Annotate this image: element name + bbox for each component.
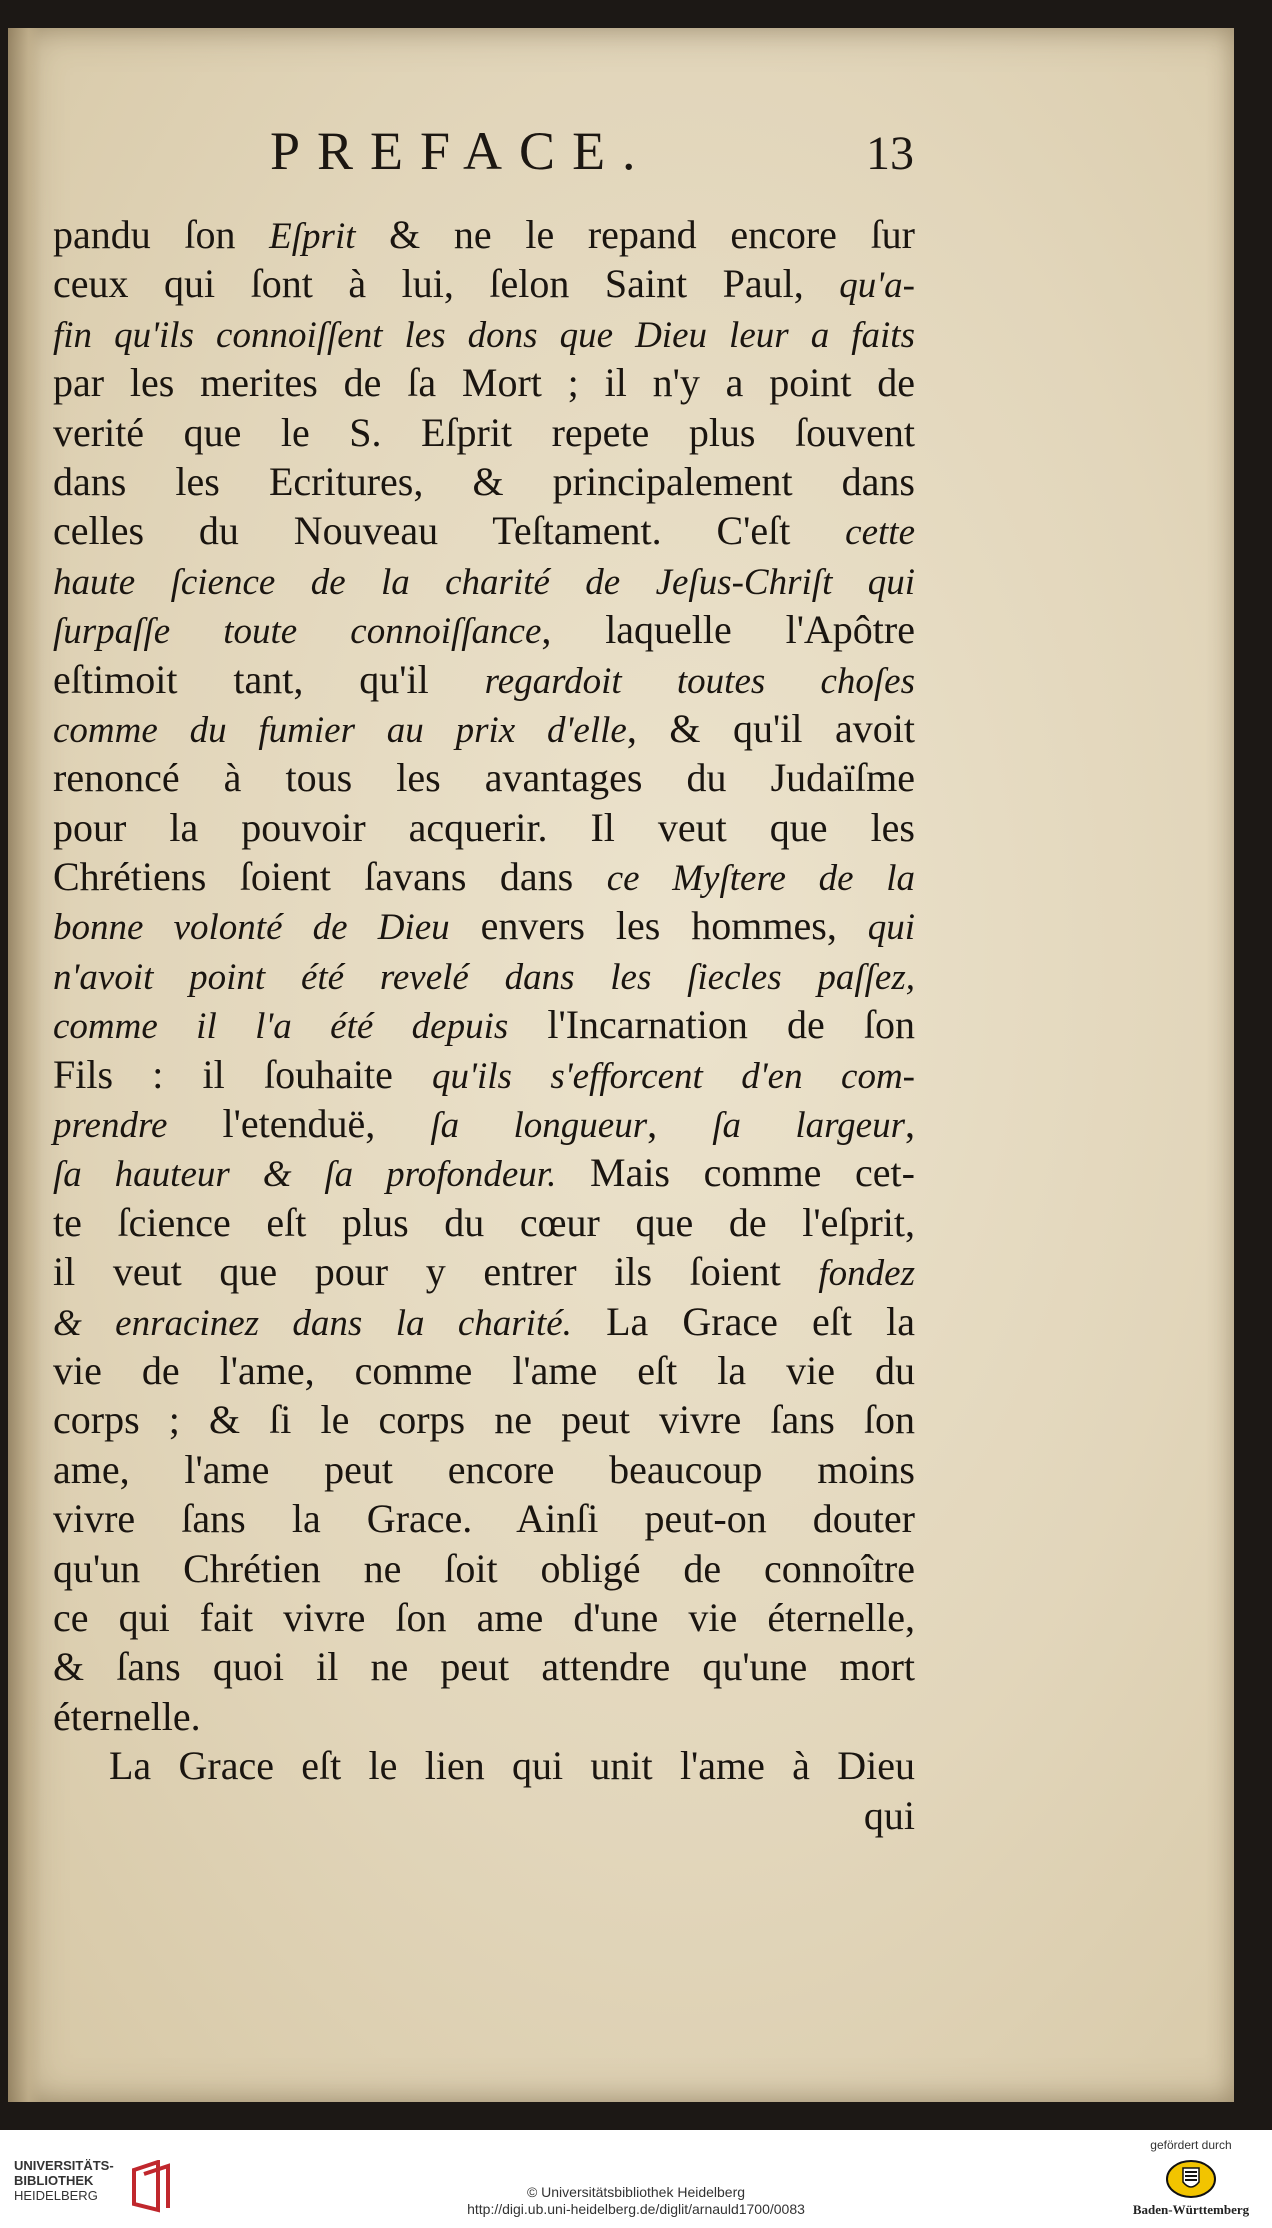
text-line: [53, 1148, 915, 1197]
text-run: ame, l'ame peut encore beaucoup moins: [53, 1446, 915, 1492]
text-line: [53, 210, 915, 259]
book-page: [8, 28, 1234, 2102]
text-run: vie de l'ame, comme l'ame eſt la vie du: [53, 1347, 915, 1393]
text-line: [53, 556, 915, 605]
italic-text-run: regardoit toutes choſes: [484, 660, 915, 702]
text-line: [53, 457, 915, 506]
text-line: [53, 1346, 915, 1395]
page-gutter-shadow: [8, 28, 42, 2102]
funded-by-label: gefördert durch: [1150, 2138, 1232, 2152]
baden-wuerttemberg-seal-icon: [1163, 2158, 1219, 2200]
text-run: ceux qui ſont à lui, ſelon Saint Paul,: [53, 261, 840, 307]
text-run: vivre ſans la Grace. Ainſi peut-on douter: [53, 1496, 915, 1542]
library-name-line1: UNIVERSITÄTS-: [14, 2158, 114, 2173]
text-line: [53, 1050, 915, 1099]
text-run: verité que le S. Eſprit repete plus ſouvent: [53, 409, 915, 455]
text-line: [53, 259, 915, 308]
text-run: Mais comme cet-: [556, 1150, 915, 1196]
text-line: [53, 655, 915, 704]
text-line: [53, 1593, 915, 1642]
text-line: [53, 1692, 915, 1741]
text-line: [53, 1741, 915, 1790]
italic-text-run: qui: [867, 907, 916, 949]
text-run: , laquelle l'Apôtre: [541, 607, 915, 653]
text-line: [53, 1099, 915, 1148]
text-run: ce qui fait vivre ſon ame d'une vie éternelle,: [53, 1594, 915, 1640]
page-number: 13: [866, 127, 914, 180]
text-line: [53, 1544, 915, 1593]
text-run: l'Incarnation de ſon: [508, 1002, 915, 1048]
text-run: Fils : il ſouhaite: [53, 1051, 433, 1097]
italic-text-run: bonne volonté de Dieu: [53, 907, 450, 949]
italic-text-run: Eſprit: [269, 216, 356, 257]
footer-bar: [0, 2130, 1272, 2228]
text-run: , & qu'il avoit: [626, 705, 915, 751]
italic-text-run: ſa longueur: [430, 1105, 648, 1147]
text-run: ,: [905, 1101, 915, 1147]
text-line: [53, 506, 915, 555]
text-line: [53, 605, 915, 654]
italic-text-run: ſa largeur: [712, 1105, 905, 1147]
italic-text-run: prendre: [53, 1105, 168, 1147]
italic-text-run: fondez: [818, 1253, 915, 1295]
text-line: [53, 951, 915, 1000]
text-line: [53, 309, 915, 358]
running-head: PREFACE.: [270, 121, 653, 181]
italic-text-run: fin qu'ils connoiſſent les dons que Dieu leur a faits: [53, 314, 915, 356]
text-line: [53, 1198, 915, 1247]
text-line: [53, 852, 915, 901]
italic-text-run: qu'a-: [839, 265, 915, 307]
text-run: Chrétiens ſoient ſavans dans: [53, 854, 607, 900]
library-name-line2: BIBLIOTHEK: [14, 2173, 94, 2188]
text-run: renoncé à tous les avantages du Judaïſme: [53, 755, 915, 801]
text-run: qu'un Chrétien ne ſoit obligé de connoître: [53, 1545, 915, 1591]
text-run: il veut que pour y entrer ils ſoient: [53, 1249, 819, 1295]
text-line: [53, 901, 915, 950]
text-run: La Grace eſt la: [571, 1298, 915, 1344]
text-line: [53, 1395, 915, 1444]
funder-name: Baden-Württemberg: [1132, 2202, 1250, 2217]
text-run: éternelle.: [53, 1693, 201, 1739]
italic-text-run: ſurpaſſe toute connoiſſance: [53, 611, 542, 653]
italic-text-run: haute ſcience de la charité de Jeſus-Chriſt qui: [53, 561, 915, 603]
text-line: [53, 1000, 915, 1049]
text-line: [53, 1642, 915, 1691]
text-run: eſtimoit tant, qu'il: [53, 656, 485, 702]
funding-block: [1126, 2138, 1256, 2218]
text-run: pandu ſon: [53, 212, 270, 257]
text-line: [53, 1494, 915, 1543]
text-line: [53, 753, 915, 802]
italic-text-run: comme il l'a été depuis: [53, 1006, 509, 1048]
text-run: dans les Ecritures, & principalement dans: [53, 458, 915, 504]
library-name-line3: HEIDELBERG: [14, 2188, 98, 2203]
text-line: [53, 1297, 915, 1346]
text-run: corps ; & ſi le corps ne peut vivre ſans ſon: [53, 1397, 915, 1443]
copyright-notice: © Universitätsbibliothek Heidelberg: [526, 2184, 746, 2200]
text-run: te ſcience eſt plus du cœur que de l'eſprit,: [53, 1199, 915, 1245]
permalink-url[interactable]: http://digi.ub.uni-heidelberg.de/diglit/arnauld1700/0083: [467, 2201, 805, 2217]
text-line: [53, 704, 915, 753]
text-run: ,: [647, 1101, 713, 1147]
text-run: La Grace eſt le lien qui unit l'ame à Dieu: [109, 1743, 915, 1789]
text-run: & ſans quoi il ne peut attendre qu'une mort: [53, 1644, 915, 1690]
text-run: pour la pouvoir acquerir. Il veut que les: [53, 804, 915, 850]
text-run: celles du Nouveau Teſtament. C'eſt: [53, 508, 846, 554]
italic-text-run: comme du fumier au prix d'elle: [53, 709, 627, 751]
italic-text-run: ce Myſtere de la: [606, 858, 915, 900]
text-run: par les merites de ſa Mort ; il n'y a point de: [53, 360, 915, 406]
italic-text-run: & enracinez dans la charité.: [53, 1302, 572, 1344]
text-run: l'etenduë,: [167, 1101, 431, 1147]
italic-text-run: cette: [845, 512, 915, 554]
italic-text-run: qu'ils s'efforcent d'en com-: [432, 1055, 915, 1097]
text-line: [53, 358, 915, 407]
text-line: [53, 1791, 915, 1840]
body-text: [53, 210, 915, 1840]
text-line: [53, 803, 915, 852]
italic-text-run: ſa hauteur & ſa profondeur.: [53, 1154, 557, 1196]
text-line: [53, 408, 915, 457]
text-run: envers les hommes,: [449, 903, 868, 949]
text-run: & ne le repand encore ſur: [355, 212, 915, 257]
text-run: qui: [863, 1792, 915, 1838]
text-line: [53, 1445, 915, 1494]
italic-text-run: n'avoit point été revelé dans les ſiecles paſſez,: [53, 956, 915, 998]
text-line: [53, 1247, 915, 1296]
